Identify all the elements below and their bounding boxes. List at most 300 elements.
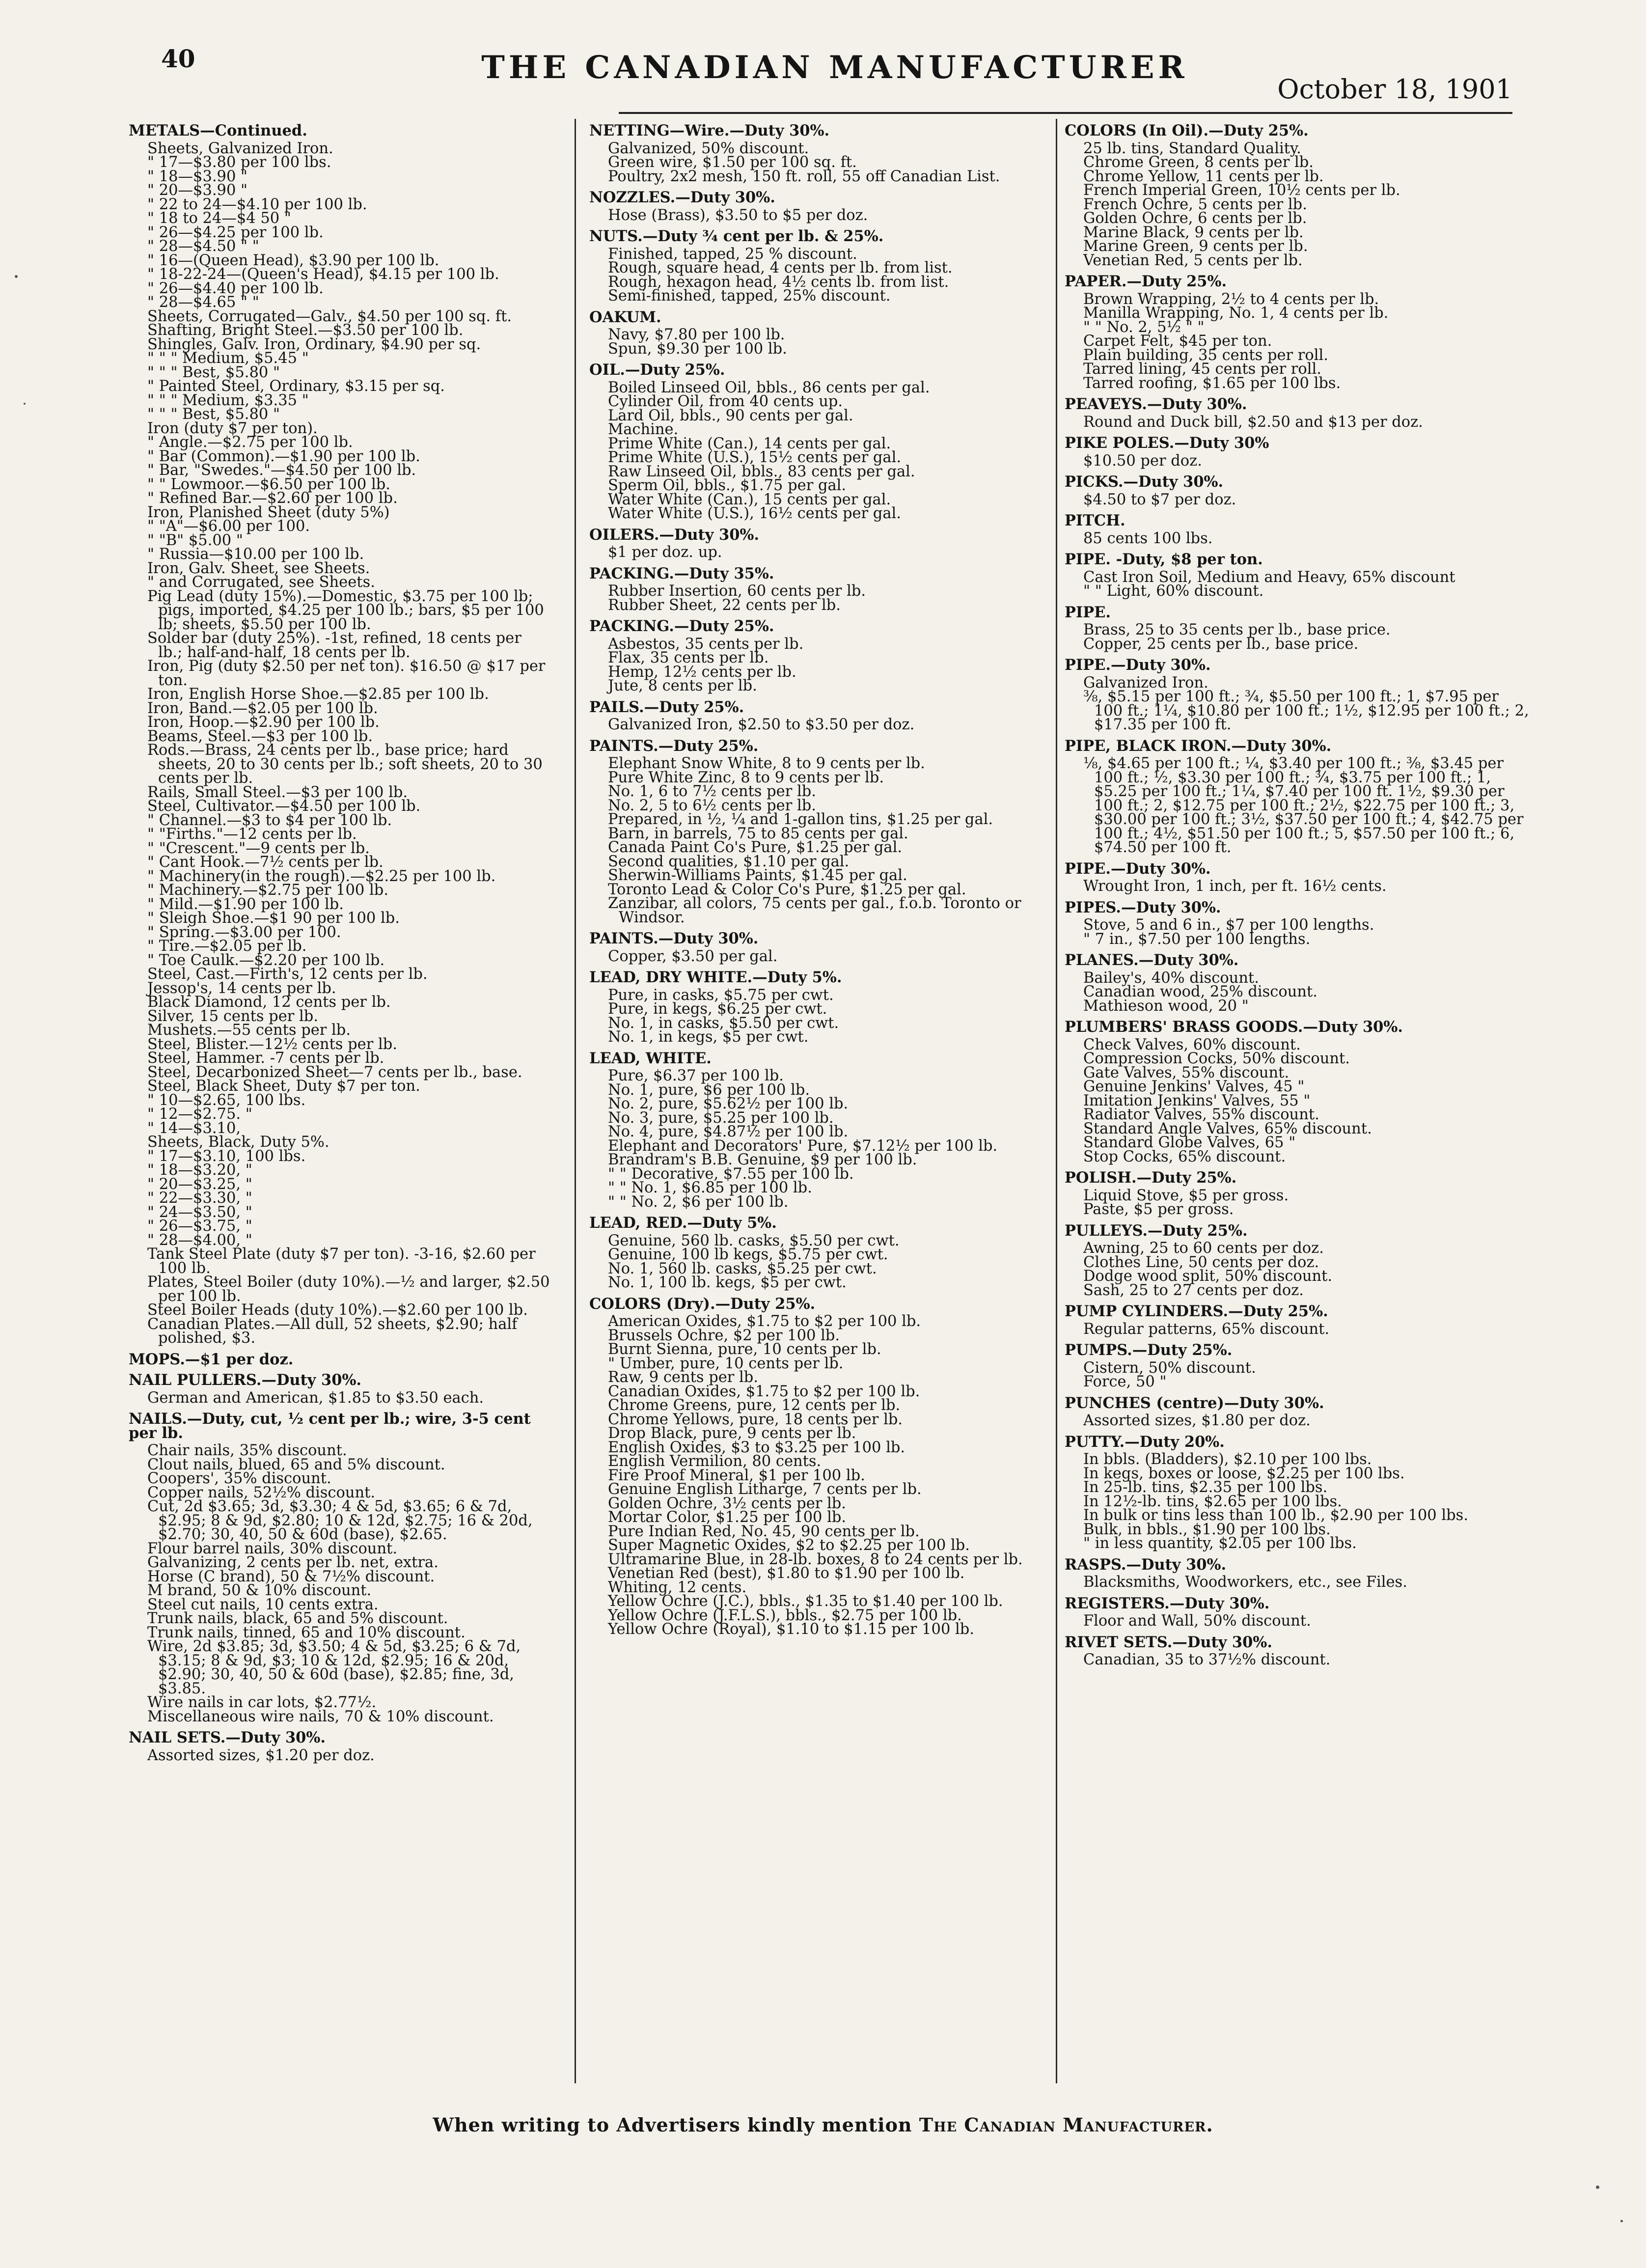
price-section <box>1065 1304 1531 1336</box>
price-line: M brand, 50 & 10% discount. <box>147 1582 372 1599</box>
price-line: Toronto Lead & Color Co's Pure, $1.25 per gal. <box>608 881 966 898</box>
price-line: Rubber Insertion, 60 cents per lb. <box>608 582 866 600</box>
price-line: Machine. <box>608 421 679 438</box>
price-section <box>1065 124 1531 268</box>
price-line: Genuine Jenkins' Valves, 45 " <box>1083 1078 1305 1095</box>
price-line: ⅛, $4.65 per 100 ft.; ¼, $3.40 per 100 ft.; ⅜, $3.45 per 100 ft.; ½, $3.30 per 100 ft.; ¾, $3.75 per 100 ft.; 1, $5.25 per 100 ft.; 1¼, $7.40 per 100 ft. 1½, $9.30 per 100 ft.; 2, $12.75 per 100 ft.; 2½, $22.75 per 100 ft.; 3, $30.00 per 100 ft.; 3½, $37.50 per 100 ft.; 4, $42.75 per 100 ft.; 4½, $51.50 per 100 ft.; 5, $57.50 per 100 ft.; 6, $74.50 per 100 ft. <box>1083 755 1524 856</box>
price-line: " " " Best, $5.80 " <box>147 406 280 423</box>
price-section <box>589 528 1047 560</box>
section-heading: PIPE, BLACK IRON.—Duty 30%. <box>1065 737 1332 755</box>
price-section <box>1065 1396 1531 1428</box>
price-line: No. 1, 560 lb. casks, $5.25 per cwt. <box>608 1260 877 1277</box>
price-section <box>589 564 1047 614</box>
price-line: Stop Cocks, 65% discount. <box>1083 1148 1286 1165</box>
price-line: " 28—$4.65 " " <box>147 294 259 311</box>
price-line: " Toe Caulk.—$2.20 per 100 lb. <box>147 951 385 969</box>
price-line: " Sleigh Shoe.—$1 90 per 100 lb. <box>147 910 400 927</box>
price-line: Shingles, Galv. Iron, Ordinary, $4.90 per sq. <box>147 335 481 353</box>
price-line: " Russia—$10.00 per 100 lb. <box>147 546 364 563</box>
price-line: Brussels Ochre, $2 per 100 lb. <box>608 1327 840 1344</box>
section-heading: COLORS (Dry).—Duty 25%. <box>589 1295 816 1313</box>
price-line: $10.50 per doz. <box>1083 452 1202 470</box>
price-line: Iron, Hoop.—$2.90 per 100 lb. <box>147 714 380 731</box>
price-line: " 18 to 24—$4 50 " <box>147 210 291 227</box>
price-section <box>1065 1171 1531 1217</box>
footer-publication: The Canadian Manufacturer. <box>919 2114 1213 2136</box>
price-line: Sheets, Black, Duty 5%. <box>147 1134 329 1151</box>
price-column-2 <box>589 119 1047 2093</box>
price-line: Imitation Jenkins' Valves, 55 " <box>1083 1092 1311 1109</box>
price-line: Brass, 25 to 35 cents per lb., base price. <box>1083 621 1391 638</box>
price-line: " " No. 1, $6.85 per 100 lb. <box>608 1179 812 1196</box>
price-line: Yellow Ochre (Royal), $1.10 to $1.15 per 100 lb. <box>608 1621 975 1638</box>
price-section <box>1065 514 1531 546</box>
price-line: Rough, hexagon head, 4½ cents lb. from list. <box>608 273 949 291</box>
price-line: " Angle.—$2.75 per 100 lb. <box>147 434 353 451</box>
price-line: Bailey's, 40% discount. <box>1083 969 1259 987</box>
price-line: Genuine, 560 lb. casks, $5.50 per cwt. <box>608 1232 900 1249</box>
price-line: No. 3, pure, $5.25 per 100 lb. <box>608 1109 834 1127</box>
price-line: Miscellaneous wire nails, 70 & 10% discount. <box>147 1708 494 1725</box>
price-line: Sheets, Corrugated—Galv., $4.50 per 100 sq. ft. <box>147 307 512 325</box>
price-section <box>1065 739 1531 855</box>
price-line: Trunk nails, tinned, 65 and 10% discount. <box>147 1624 466 1641</box>
price-line: ⅜, $5.15 per 100 ft.; ¾, $5.50 per 100 ft.; 1, $7.95 per 100 ft.; 1¼, $10.80 per 100 ft.; 1½, $12.95 per 100 ft.; 2, $17.35 per 100 ft. <box>1083 688 1529 733</box>
price-line: " 22 to 24—$4.10 per 100 lb. <box>147 195 367 213</box>
price-line: Raw Linseed Oil, bbls., 83 cents per gal. <box>608 463 915 480</box>
price-section <box>589 619 1047 693</box>
price-section <box>589 124 1047 184</box>
price-line: Spun, $9.30 per 100 lb. <box>608 340 787 358</box>
price-line: Trunk nails, black, 65 and 5% discount. <box>147 1610 448 1627</box>
price-line: " 28—$4.00, " <box>147 1231 252 1249</box>
price-line: Pure, in casks, $5.75 per cwt. <box>608 986 834 1004</box>
price-line: $4.50 to $7 per doz. <box>1083 491 1236 508</box>
section-heading: COLORS (In Oil).—Duty 25%. <box>1065 122 1309 139</box>
price-line: Barn, in barrels, 75 to 85 cents per gal. <box>608 825 908 842</box>
section-heading: NOZZLES.—Duty 30%. <box>589 189 775 206</box>
scan-speck <box>24 403 26 405</box>
section-heading: PAILS.—Duty 25%. <box>589 698 744 716</box>
section-heading: PUTTY.—Duty 20%. <box>1065 1433 1225 1451</box>
price-line: Chrome Yellow, 11 cents per lb. <box>1083 167 1324 185</box>
section-heading: PAPER.—Duty 25%. <box>1065 273 1227 290</box>
price-line: " 24—$3.50, " <box>147 1203 252 1221</box>
price-line: Stove, 5 and 6 in., $7 per 100 lengths. <box>1083 916 1374 934</box>
section-heading: PIPE. <box>1065 603 1111 621</box>
price-line: " " " Best, $5.80 " <box>147 363 280 381</box>
section-heading: LEAD, RED.—Duty 5%. <box>589 1214 777 1232</box>
price-line: Canadian Oxides, $1.75 to $2 per 100 lb. <box>608 1383 920 1400</box>
price-line: " 14—$3.10, <box>147 1119 241 1137</box>
footer-notice <box>0 2114 1646 2136</box>
price-line: $1 per doz. up. <box>608 544 722 561</box>
price-section <box>589 229 1047 304</box>
price-section <box>1065 475 1531 507</box>
price-line: Burnt Sienna, pure, 10 cents per lb. <box>608 1341 881 1358</box>
price-line: Tank Steel Plate (duty $7 per ton). -3-16, $2.60 per 100 lb. <box>147 1245 536 1277</box>
price-line: " 26—$4.25 per 100 lb. <box>147 223 324 241</box>
price-line: Poultry, 2x2 mesh, 150 ft. roll, 55 off Canadian List. <box>608 167 1000 185</box>
price-section <box>129 1350 550 1368</box>
scan-speck <box>1620 2220 1623 2222</box>
price-line: In 12½-lb. tins, $2.65 per 100 lbs. <box>1083 1493 1342 1510</box>
price-line: " "B" $5.00 " <box>147 531 243 549</box>
price-line: Chrome Greens, pure, 12 cents per lb. <box>608 1397 901 1414</box>
price-line: " 22—$3.30, " <box>147 1189 252 1207</box>
price-line: " 17—$3.80 per 100 lbs. <box>147 154 331 171</box>
price-section <box>589 1297 1047 1637</box>
price-line: " Machinery.—$2.75 per 100 lb. <box>147 882 389 899</box>
price-section <box>1065 1221 1531 1299</box>
price-section <box>1065 658 1531 732</box>
price-line: Beams, Steel.—$3 per 100 lb. <box>147 727 373 745</box>
price-line: " " " Medium, $5.45 " <box>147 350 309 367</box>
price-line: Rods.—Brass, 24 cents per lb., base price; hard sheets, 20 to 30 cents per lb.; soft sheets, 20 to 30 cents per lb. <box>147 742 543 787</box>
price-line: Rails, Small Steel.—$3 per 100 lb. <box>147 783 408 801</box>
price-line: Whiting, 12 cents. <box>608 1578 747 1596</box>
price-line: Galvanizing, 2 cents per lb. net, extra. <box>147 1554 439 1571</box>
price-line: Copper, 25 cents per lb., base price. <box>1083 635 1359 653</box>
price-line: Wire, 2d $3.85; 3d, $3.50; 4 & 5d, $3.25; 6 & 7d, $3.15; 8 & 9d, $3; 10 & 12d, $2.95; 16 & 20d, $2.90; 30, 40, 50 & 60d (base), $2.85; fine, 3d, $3.85. <box>147 1638 521 1697</box>
price-line: Steel, Black Sheet, Duty $7 per ton. <box>147 1078 420 1095</box>
price-line: Steel, Cultivator.—$4.50 per 100 lb. <box>147 798 421 815</box>
price-line: " Umber, pure, 10 cents per lb. <box>608 1355 844 1372</box>
price-section <box>589 932 1047 964</box>
section-heading: LEAD, DRY WHITE.—Duty 5%. <box>589 968 842 986</box>
price-line: " " " Medium, $3.35 " <box>147 391 309 409</box>
section-heading: METALS—Continued. <box>129 122 307 139</box>
price-line: " " Light, 60% discount. <box>1083 582 1264 600</box>
price-line: Cast Iron Soil, Medium and Heavy, 65% discount <box>1083 568 1455 586</box>
price-line: Prime White (Can.), 14 cents per gal. <box>608 435 891 452</box>
price-line: Plain building, 35 cents per roll. <box>1083 346 1328 364</box>
price-line: Ultramarine Blue, in 28-lb. boxes, 8 to 24 cents per lb. <box>608 1550 1023 1568</box>
price-line: No. 2, pure, $5.62½ per 100 lb. <box>608 1095 849 1112</box>
price-line: " Bar (Common).—$1.90 per 100 lb. <box>147 447 420 465</box>
price-line: Wire nails in car lots, $2.77½. <box>147 1694 377 1711</box>
price-line: Prime White (U.S.), 15½ cents per gal. <box>608 449 902 466</box>
section-heading: PULLEYS.—Duty 25%. <box>1065 1221 1248 1240</box>
price-line: " Bar, "Swedes."—$4.50 per 100 lb. <box>147 462 416 479</box>
price-line: Drop Black, pure, 9 cents per lb. <box>608 1425 856 1442</box>
price-line: Dodge wood split, 50% discount. <box>1083 1268 1333 1285</box>
price-line: Pure Indian Red, No. 45, 90 cents per lb. <box>608 1522 920 1540</box>
price-section <box>1065 553 1531 599</box>
price-line: No. 4, pure, $4.87½ per 100 lb. <box>608 1123 849 1140</box>
section-heading: PAINTS.—Duty 30%. <box>589 930 759 947</box>
price-line: " Mild.—$1.90 per 100 lb. <box>147 895 344 913</box>
price-line: Floor and Wall, 50% discount. <box>1083 1612 1311 1630</box>
section-heading: PUMP CYLINDERS.—Duty 25%. <box>1065 1302 1328 1320</box>
price-line: Coopers', 35% discount. <box>147 1470 331 1487</box>
price-line: " 20—$3.90 " <box>147 182 248 199</box>
price-line: Water White (U.S.), 16½ cents per gal. <box>608 505 901 522</box>
price-line: Sperm Oil, bbls., $1.75 per gal. <box>608 477 847 494</box>
price-line: Regular patterns, 65% discount. <box>1083 1320 1330 1338</box>
price-line: Round and Duck bill, $2.50 and $13 per doz. <box>1083 413 1423 431</box>
price-section <box>129 1412 550 1724</box>
price-line: Marine Black, 9 cents per lb. <box>1083 223 1304 241</box>
price-line: In 25-lb. tins, $2.35 per 100 lbs. <box>1083 1479 1328 1496</box>
section-heading: LEAD, WHITE. <box>589 1049 712 1067</box>
price-section <box>1065 603 1531 653</box>
section-heading: OILERS.—Duty 30%. <box>589 526 760 544</box>
price-line: Sheets, Galvanized Iron. <box>147 139 333 157</box>
price-line: " 17—$3.10, 100 lbs. <box>147 1147 306 1165</box>
price-line: Assorted sizes, $1.80 per doz. <box>1083 1412 1311 1429</box>
price-line: " " Decorative, $7.55 per 100 lb. <box>608 1165 854 1183</box>
price-line: Radiator Valves, 55% discount. <box>1083 1106 1319 1123</box>
price-line: In kegs, boxes or loose, $2.25 per 100 lbs. <box>1083 1465 1405 1482</box>
price-section <box>1065 859 1531 895</box>
price-line: " 18—$3.20, " <box>147 1162 252 1179</box>
price-line: Finished, tapped, 25 % discount. <box>608 245 857 263</box>
price-line: Clout nails, blued, 65 and 5% discount. <box>147 1456 445 1473</box>
price-line: English Vermilion, 80 cents. <box>608 1453 822 1470</box>
price-line: Chrome Yellows, pure, 18 cents per lb. <box>608 1411 903 1428</box>
price-line: Rubber Sheet, 22 cents per lb. <box>608 596 841 614</box>
price-line: Mortar Color, $1.25 per 100 lb. <box>608 1509 847 1526</box>
price-line: Semi-finished, tapped, 25% discount. <box>608 287 891 304</box>
price-line: Yellow Ochre (J.C.), bbls., $1.35 to $1.40 per 100 lb. <box>608 1593 1003 1610</box>
section-heading: PIPE.—Duty 30%. <box>1065 656 1211 674</box>
price-section <box>129 124 550 1346</box>
section-heading: NUTS.—Duty ¾ cent per lb. & 25%. <box>589 227 884 245</box>
price-line: Cistern, 50% discount. <box>1083 1359 1256 1377</box>
price-line: In bbls. (Bladders), $2.10 per 100 lbs. <box>1083 1451 1372 1468</box>
price-line: Copper nails, 52½% discount. <box>147 1484 376 1501</box>
price-line: Pure White Zinc, 8 to 9 cents per lb. <box>608 769 884 786</box>
footer-text: When writing to Advertisers kindly mention <box>433 2114 912 2136</box>
price-line: Green wire, $1.50 per 100 sq. ft. <box>608 154 857 171</box>
price-line: Brandram's B.B. Genuine, $9 per 100 lb. <box>608 1151 917 1168</box>
price-line: Assorted sizes, $1.20 per doz. <box>147 1746 375 1764</box>
price-section <box>1065 436 1531 468</box>
price-line: No. 1, 6 to 7½ cents per lb. <box>608 783 816 800</box>
price-line: Tarred lining, 45 cents per roll. <box>1083 360 1321 378</box>
price-line: Paste, $5 per gross. <box>1083 1201 1234 1218</box>
price-section <box>129 1373 550 1405</box>
section-heading: PLANES.—Duty 30%. <box>1065 951 1239 969</box>
price-line: Iron, Pig (duty $2.50 per net ton). $16.50 @ $17 per ton. <box>147 658 546 689</box>
price-line: Silver, 15 cents per lb. <box>147 1007 319 1025</box>
price-line: No. 1, in casks, $5.50 per cwt. <box>608 1014 839 1032</box>
price-line: No. 1, pure, $6 per 100 lb. <box>608 1081 810 1099</box>
scan-speck <box>1596 2185 1599 2189</box>
price-line: Compression Cocks, 50% discount. <box>1083 1050 1350 1067</box>
price-line: " Tire.—$2.05 per lb. <box>147 938 307 955</box>
price-line: No. 1, in kegs, $5 per cwt. <box>608 1028 809 1046</box>
price-line: Fire Proof Mineral, $1 per 100 lb. <box>608 1466 865 1484</box>
price-line: Chair nails, 35% discount. <box>147 1442 347 1459</box>
price-line: Steel, Cast.—Firth's, 12 cents per lb. <box>147 966 428 983</box>
price-line: Genuine, 100 lb kegs, $5.75 per cwt. <box>608 1246 888 1263</box>
price-line: Carpet Felt, $45 per ton. <box>1083 332 1272 350</box>
price-line: Lard Oil, bbls., 90 cents per gal. <box>608 407 853 424</box>
page-header <box>157 38 1512 112</box>
price-line: " 12—$2.75. " <box>147 1106 252 1123</box>
section-heading: RIVET SETS.—Duty 30%. <box>1065 1633 1272 1651</box>
price-line: Iron, Planished Sheet (duty 5%) <box>147 503 390 521</box>
price-line: Iron, Galv. Sheet, see Sheets. <box>147 559 370 577</box>
price-line: " " Lowmoor.—$6.50 per 100 lb. <box>147 475 390 493</box>
price-line: Mushets.—55 cents per lb. <box>147 1022 351 1039</box>
section-heading: PIPE.—Duty 30%. <box>1065 859 1211 878</box>
price-line: Asbestos, 35 cents per lb. <box>608 635 804 653</box>
price-line: Navy, $7.80 per 100 lb. <box>608 326 785 343</box>
price-line: Flax, 35 cents per lb. <box>608 649 769 666</box>
section-heading: NAIL SETS.—Duty 30%. <box>129 1729 326 1746</box>
price-section <box>589 700 1047 732</box>
price-line: Marine Green, 9 cents per lb. <box>1083 238 1308 255</box>
price-line: Force, 50 " <box>1083 1373 1167 1390</box>
price-line: Steel, Blister.—12½ cents per lb. <box>147 1035 397 1053</box>
price-line: Water White (Can.), 15 cents per gal. <box>608 491 891 508</box>
section-heading: RASPS.—Duty 30%. <box>1065 1555 1227 1574</box>
price-section <box>589 739 1047 925</box>
price-line: Yellow Ochre (J.F.L.S.), bbls., $2.75 per 100 lb. <box>608 1606 962 1624</box>
page-number: 40 <box>161 44 195 73</box>
price-line: Black Diamond, 12 cents per lb. <box>147 994 391 1011</box>
price-line: Shafting, Bright Steel.—$3.50 per 100 lb. <box>147 322 464 339</box>
price-line: Gate Valves, 55% discount. <box>1083 1064 1289 1081</box>
price-line: No. 2, 5 to 6½ cents per lb. <box>608 797 816 814</box>
header-rule <box>619 112 1512 114</box>
price-line: Jessop's, 14 cents per lb. <box>147 979 336 997</box>
price-line: Steel, Decarbonized Sheet—7 cents per lb., base. <box>147 1063 522 1081</box>
section-heading: OIL.—Duty 25%. <box>589 361 725 379</box>
price-line: Zanzibar, all colors, 75 cents per gal., f.o.b. Toronto or Windsor. <box>608 895 1021 926</box>
price-line: Hose (Brass), $3.50 to $5 per doz. <box>608 206 868 224</box>
price-line: " "A"—$6.00 per 100. <box>147 518 310 535</box>
price-line: " 16—(Queen Head), $3.90 per 100 lb. <box>147 251 439 269</box>
price-line: Pure, $6.37 per 100 lb. <box>608 1067 784 1084</box>
section-heading: NETTING—Wire.—Duty 30%. <box>589 122 830 139</box>
section-heading: PIPE. -Duty, $8 per ton. <box>1065 551 1263 568</box>
price-section <box>1065 275 1531 390</box>
price-section <box>1065 898 1531 948</box>
price-line: French Ochre, 5 cents per lb. <box>1083 195 1307 213</box>
price-line: Brown Wrapping, 2½ to 4 cents per lb. <box>1083 290 1379 308</box>
section-heading: REGISTERS.—Duty 30%. <box>1065 1594 1270 1612</box>
section-heading: PACKING.—Duty 35%. <box>589 564 774 582</box>
section-heading: NAIL PULLERS.—Duty 30%. <box>129 1371 362 1389</box>
section-heading: PICKS.—Duty 30%. <box>1065 473 1224 491</box>
price-line: " 26—$4.40 per 100 lb. <box>147 279 324 297</box>
section-heading: NAILS.—Duty, cut, ½ cent per lb.; wire, 3-5 cent per lb. <box>129 1410 531 1442</box>
price-line: " 7 in., $7.50 per 100 lengths. <box>1083 930 1311 948</box>
price-line: " 26—$3.75, " <box>147 1217 252 1235</box>
price-column-1 <box>129 119 550 2093</box>
price-line: " 28—$4.50 " " <box>147 238 259 255</box>
price-line: " "Firths."—12 cents per lb. <box>147 826 357 843</box>
price-line: " in less quantity, $2.05 per 100 lbs. <box>1083 1535 1357 1552</box>
price-line: Awning, 25 to 60 cents per doz. <box>1083 1240 1324 1257</box>
price-line: Hemp, 12½ cents per lb. <box>608 663 796 681</box>
price-line: American Oxides, $1.75 to $2 per 100 lb. <box>608 1313 921 1330</box>
column-divider <box>575 119 576 2083</box>
price-section <box>589 310 1047 357</box>
price-column-3 <box>1065 119 1531 2093</box>
section-heading: PACKING.—Duty 25%. <box>589 617 774 635</box>
section-heading: PUMPS.—Duty 25%. <box>1065 1341 1233 1359</box>
price-line: Elephant Snow White, 8 to 9 cents per lb. <box>608 755 925 772</box>
price-line: " 18-22-24—(Queen's Head), $4.15 per 100 lb. <box>147 266 499 283</box>
price-section <box>1065 1343 1531 1389</box>
price-line: Copper, $3.50 per gal. <box>608 947 778 965</box>
price-line: German and American, $1.85 to $3.50 each. <box>147 1389 484 1407</box>
price-line: " 20—$3.25, " <box>147 1175 252 1193</box>
price-section <box>1065 1555 1531 1591</box>
price-line: No. 1, 100 lb. kegs, $5 per cwt. <box>608 1274 847 1291</box>
section-heading: MOPS.—$1 per doz. <box>129 1350 294 1368</box>
price-line: Pure, in kegs, $6.25 per cwt. <box>608 1000 827 1018</box>
price-line: Iron (duty $7 per ton). <box>147 419 318 437</box>
price-line: " Cant Hook.—7½ cents per lb. <box>147 854 384 871</box>
section-heading: PIKE POLES.—Duty 30% <box>1065 434 1269 452</box>
price-line: Wrought Iron, 1 inch, per ft. 16½ cents. <box>1083 878 1387 895</box>
price-line: Sash, 25 to 27 cents per doz. <box>1083 1281 1304 1299</box>
price-line: Clothes Line, 50 cents per doz. <box>1083 1253 1319 1271</box>
price-section <box>1065 1435 1531 1551</box>
price-line: Elephant and Decorators' Pure, $7.12½ per 100 lb. <box>608 1137 998 1155</box>
price-line: English Oxides, $3 to $3.25 per 100 lb. <box>608 1438 905 1456</box>
price-line: 25 lb. tins, Standard Quality. <box>1083 139 1301 157</box>
price-line: Pig Lead (duty 15%).—Domestic, $3.75 per 100 lb; pigs, imported, $4.25 per 100 lb.; bars, $5 per 100 lb; sheets, $5.50 per 100 lb. <box>147 587 544 633</box>
price-section <box>1065 1594 1531 1630</box>
price-section <box>1065 1635 1531 1667</box>
price-line: 85 cents 100 lbs. <box>1083 529 1213 547</box>
price-line: Plates, Steel Boiler (duty 10%).—½ and larger, $2.50 per 100 lb. <box>147 1273 550 1305</box>
price-line: Galvanized Iron. <box>1083 674 1208 691</box>
price-line: Golden Ochre, 6 cents per lb. <box>1083 210 1307 227</box>
price-line: " 18—$3.90 " <box>147 167 248 185</box>
scan-speck <box>15 275 18 278</box>
price-line: " " No. 2, 5½ " " <box>1083 318 1205 336</box>
price-section <box>1065 1020 1531 1164</box>
section-heading: POLISH.—Duty 25%. <box>1065 1169 1237 1187</box>
section-heading: PAINTS.—Duty 25%. <box>589 737 759 755</box>
price-line: " Spring.—$3.00 per 100. <box>147 923 341 941</box>
price-line: Second qualities, $1.10 per gal. <box>608 853 850 870</box>
price-section <box>589 1216 1047 1290</box>
price-line: " Channel.—$3 to $4 per 100 lb. <box>147 811 392 829</box>
price-line: Genuine English Litharge, 7 cents per lb. <box>608 1481 922 1498</box>
price-line: Check Valves, 60% discount. <box>1083 1036 1301 1053</box>
column-divider <box>1056 119 1057 2083</box>
price-line: Galvanized, 50% discount. <box>608 139 809 157</box>
price-line: Blacksmiths, Woodworkers, etc., see Files. <box>1083 1574 1407 1591</box>
price-line: Iron, English Horse Shoe.—$2.85 per 100 lb. <box>147 686 489 703</box>
price-line: Cylinder Oil, from 40 cents up. <box>608 393 843 410</box>
price-line: " "Crescent."—9 cents per lb. <box>147 839 370 857</box>
price-line: Super Magnetic Oxides, $2 to $2.25 per 100 lb. <box>608 1537 970 1554</box>
price-line: Canada Paint Co's Pure, $1.25 per gal. <box>608 839 903 856</box>
price-line: Horse (C brand), 50 & 7½% discount. <box>147 1568 435 1585</box>
price-section <box>589 191 1047 222</box>
price-line: Manilla Wrapping, No. 1, 4 cents per lb. <box>1083 304 1389 322</box>
section-heading: PUNCHES (centre)—Duty 30%. <box>1065 1394 1324 1412</box>
price-line: Iron, Band.—$2.05 per 100 lb. <box>147 699 378 717</box>
price-line: Galvanized Iron, $2.50 to $3.50 per doz. <box>608 716 915 733</box>
price-line: Canadian wood, 25% discount. <box>1083 983 1317 1000</box>
section-heading: PEAVEYS.—Duty 30%. <box>1065 395 1247 413</box>
price-section <box>129 1731 550 1763</box>
price-line: Canadian Plates.—All dull, 52 sheets, $2.90; half polished, $3. <box>147 1315 518 1347</box>
price-line: Jute, 8 cents per lb. <box>608 677 757 694</box>
price-line: Flour barrel nails, 30% discount. <box>147 1540 398 1557</box>
